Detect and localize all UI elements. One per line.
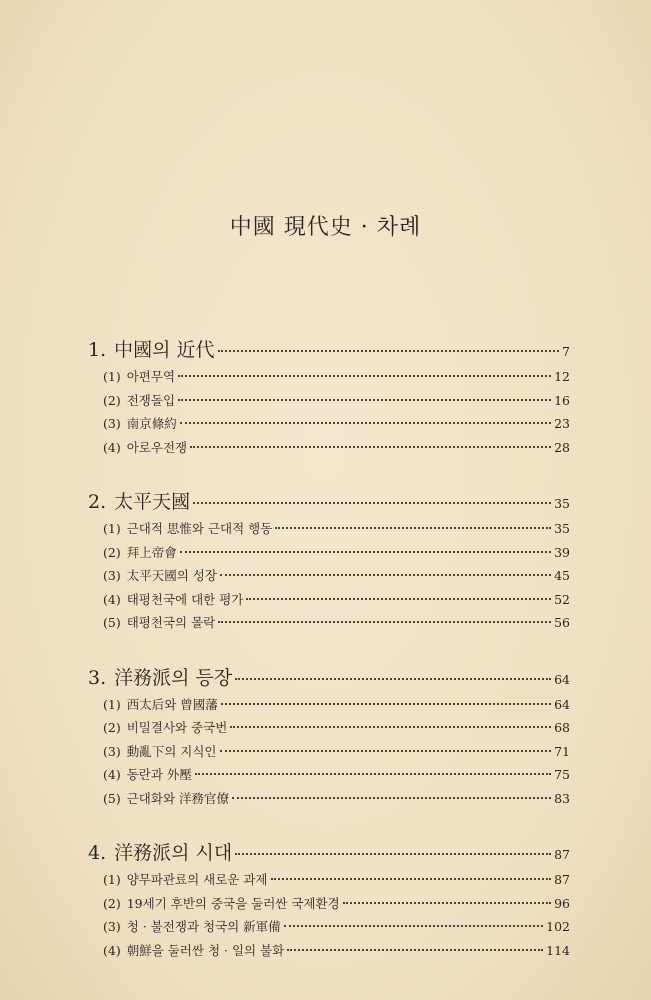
entry-number: (4) xyxy=(103,942,121,958)
chapter-number: 2. xyxy=(88,491,107,513)
entry-title: 拜上帝會 xyxy=(126,544,177,560)
toc-section-1 xyxy=(88,335,570,461)
page-number: 64 xyxy=(554,696,570,712)
toc-entry xyxy=(88,613,570,637)
leader-dots xyxy=(218,621,551,623)
table-of-contents xyxy=(88,335,570,990)
toc-entry xyxy=(88,870,570,894)
entry-title: 朝鮮을 둘러싼 청 · 일의 불화 xyxy=(126,942,285,958)
chapter-title: 洋務派의 등장 xyxy=(114,666,233,689)
toc-chapter-4 xyxy=(88,838,570,868)
entry-title: 비밀결사와 중국번 xyxy=(126,720,228,735)
leader-dots xyxy=(235,678,551,680)
entry-title: 19세기 후반의 중국을 둘러싼 국제환경 xyxy=(126,895,340,911)
page-number: 87 xyxy=(554,847,570,862)
leader-dots xyxy=(232,797,551,799)
leader-dots xyxy=(190,446,551,448)
leader-dots xyxy=(343,902,551,904)
entry-number: (4) xyxy=(103,767,121,782)
entry-title: 전쟁돌입 xyxy=(126,392,176,408)
entry-title: 태평천국의 몰락 xyxy=(126,615,216,630)
entry-number: (5) xyxy=(103,790,121,806)
leader-dots xyxy=(178,375,551,377)
leader-dots xyxy=(178,399,551,401)
entry-number: (5) xyxy=(103,615,121,630)
toc-entry xyxy=(88,414,570,438)
page-number: 35 xyxy=(554,496,570,511)
leader-dots xyxy=(275,527,551,529)
page-number: 75 xyxy=(554,767,570,782)
page-number: 83 xyxy=(554,790,570,806)
leader-dots xyxy=(235,853,551,855)
page-number: 16 xyxy=(554,392,570,408)
toc-entry xyxy=(88,438,570,462)
chapter-title: 中國의 近代 xyxy=(114,339,215,361)
chapter-number: 1. xyxy=(88,339,107,361)
leader-dots xyxy=(221,703,551,705)
entry-number: (3) xyxy=(103,743,121,759)
toc-entry xyxy=(88,391,570,415)
entry-title: 청 · 불전쟁과 청국의 新軍備 xyxy=(126,919,281,934)
leader-dots xyxy=(195,773,551,775)
leader-dots xyxy=(246,598,551,600)
toc-entry xyxy=(88,519,570,543)
leader-dots xyxy=(193,502,551,504)
entry-title: 太平天國의 성장 xyxy=(126,568,217,583)
entry-number: (2) xyxy=(103,392,121,408)
page-number: 64 xyxy=(554,671,570,687)
entry-title: 양무파관료의 새로운 과제 xyxy=(126,872,268,887)
entry-number: (1) xyxy=(103,872,121,887)
toc-entry xyxy=(88,543,570,567)
leader-dots xyxy=(180,422,551,424)
toc-entry xyxy=(88,566,570,590)
entry-number: (3) xyxy=(103,416,121,431)
entry-title: 태평천국에 대한 평가 xyxy=(126,591,244,607)
chapter-number: 3. xyxy=(88,666,107,689)
chapter-number: 4. xyxy=(88,842,107,864)
entry-title: 근대화와 洋務官僚 xyxy=(126,790,229,806)
leader-dots xyxy=(218,350,560,352)
toc-section-3 xyxy=(88,663,570,813)
page-number: 28 xyxy=(554,439,570,455)
leader-dots xyxy=(284,925,543,927)
entry-number: (4) xyxy=(103,439,121,455)
page-number: 7 xyxy=(562,344,570,359)
entry-number: (1) xyxy=(103,521,121,536)
toc-entry xyxy=(88,742,570,766)
chapter-title: 太平天國 xyxy=(114,491,191,513)
toc-entry xyxy=(88,941,570,965)
toc-entry xyxy=(88,917,570,941)
page-number: 39 xyxy=(554,544,570,560)
page-number: 23 xyxy=(554,416,570,431)
page-number: 102 xyxy=(546,919,570,934)
leader-dots xyxy=(230,726,551,728)
entry-title: 動亂下의 지식인 xyxy=(126,743,217,759)
toc-chapter-1 xyxy=(88,335,570,365)
toc-section-2 xyxy=(88,487,570,637)
entry-title: 동란과 外壓 xyxy=(126,767,192,782)
entry-number: (1) xyxy=(103,696,121,712)
entry-number: (4) xyxy=(103,591,121,607)
toc-entry xyxy=(88,367,570,391)
toc-entry xyxy=(88,789,570,813)
entry-title: 南京條約 xyxy=(126,416,177,431)
page-number: 35 xyxy=(554,521,570,536)
leader-dots xyxy=(180,551,551,553)
leader-dots xyxy=(220,574,551,576)
page-number: 96 xyxy=(554,895,570,911)
entry-number: (2) xyxy=(103,895,121,911)
page-number: 68 xyxy=(554,720,570,735)
toc-entry xyxy=(88,894,570,918)
page-number: 52 xyxy=(554,591,570,607)
toc-entry xyxy=(88,590,570,614)
toc-chapter-2 xyxy=(88,487,570,517)
page-number: 45 xyxy=(554,568,570,583)
entry-number: (2) xyxy=(103,544,121,560)
page-number: 87 xyxy=(554,872,570,887)
page-number: 71 xyxy=(554,743,570,759)
entry-title: 西太后와 曾國藩 xyxy=(126,696,218,712)
entry-number: (3) xyxy=(103,919,121,934)
leader-dots xyxy=(287,949,543,951)
entry-title: 아로우전쟁 xyxy=(126,439,188,455)
leader-dots xyxy=(271,878,552,880)
toc-chapter-3 xyxy=(88,663,570,693)
entry-number: (3) xyxy=(103,568,121,583)
entry-number: (1) xyxy=(103,369,121,384)
toc-entry xyxy=(88,718,570,742)
chapter-title: 洋務派의 시대 xyxy=(114,842,233,864)
entry-title: 근대적 思惟와 근대적 행동 xyxy=(126,521,273,536)
toc-entry xyxy=(88,765,570,789)
toc-entry xyxy=(88,695,570,719)
entry-number: (2) xyxy=(103,720,121,735)
leader-dots xyxy=(220,750,552,752)
toc-section-4 xyxy=(88,838,570,964)
page-number: 56 xyxy=(554,615,570,630)
entry-title: 아편무역 xyxy=(126,369,176,384)
page-number: 114 xyxy=(546,942,570,958)
page-title: 中國 現代史 · 차례 xyxy=(229,215,422,240)
page-number: 12 xyxy=(554,369,570,384)
